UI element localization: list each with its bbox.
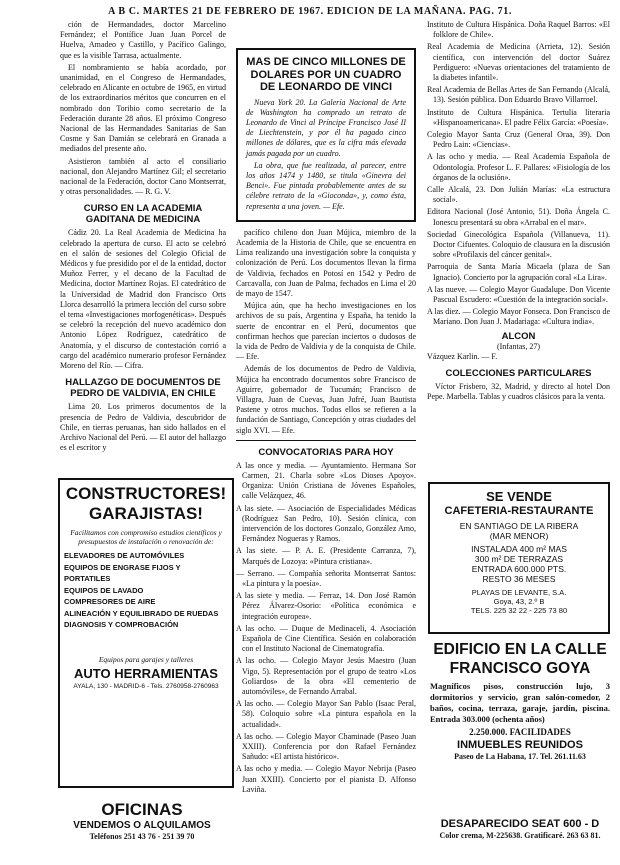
list-item: A las ocho. — Colegio Mayor Jesús Maestro (Juan Vigo, 5). Representación por el grupo de teatro «Los Goliardos» de la obra «El cementerio de automóviles», de Fernando Arrabal.: [236, 656, 416, 697]
ad-small: Equipos para garajes y talleres: [98, 654, 194, 664]
article-paragraph: Víctor Frisbero, 32, Madrid, y directo al hotel Don Pepe. Marbella. Tablas y cuadros clásicos para la venta.: [427, 382, 610, 402]
list-item: EQUIPOS DE LAVADO: [64, 585, 144, 595]
ad-contact: PLAYAS DE LEVANTE, S.A.: [471, 588, 567, 597]
list-item: A las siete y media. — Ferraz, 14. Don José Ramón Pérez Álvarez-Osorio: «Política económica e integración europea».: [236, 591, 416, 621]
article-box-leonardo: [236, 48, 416, 222]
list-item: A las once y media. — Ayuntamiento. Hermana Sor Carmen, 21. Charla sobre «Los Dioses Apoyo». Organiza: Unión Cristiana de Jóvenes Españoles, calle Velázquez, 46.: [236, 460, 416, 501]
list-item: A las siete. — Asociación de Especialidades Médicas (Rodríguez San Pedro, 10). Sesión clínica, con intervención de los doctores Gonzalo, González Amo, Fernández Nogueras y Ramos.: [236, 503, 416, 544]
list-item: Sociedad Ginecológica Española (Villanueva, 11). Doctor Cifuentes. Coloquio de clausura en la discusión sobre «Profilaxis del cáncer genital».: [427, 229, 610, 260]
ad-address: AYALA, 130 - MADRID-6 - Tels. 2760958-2760963: [73, 682, 219, 690]
list-item: DIAGNOSIS Y COMPROBACIÓN: [64, 620, 179, 629]
headline-curso: CURSO EN LA ACADEMIA GADITANA DE MEDICINA: [83, 203, 203, 226]
headline-alcon: ALCON: [501, 330, 536, 342]
list-item: COMPRESORES DE AIRE: [64, 597, 156, 606]
list-item: — Serrano. — Compañía señorita Montserrat Santos: «La pintura y la poesía».: [236, 568, 416, 589]
headline-colecciones: COLECCIONES PARTICULARES: [445, 368, 592, 380]
article-paragraph: Lima 20. Los primeros documentos de la presencia de Pedro de Valdivia, descubridor de Chile, en tierras peruanas, han sido hallados en el Archivo Nacional del Perú. — El autor del hallazgo es el escritor y: [60, 402, 226, 453]
ad-title: OFICINAS: [101, 800, 183, 819]
ad-phone: Teléfonos 251 43 76 - 251 39 70: [89, 832, 195, 841]
list-item: ALINEACIÓN Y EQUILIBRADO DE RUEDAS: [64, 608, 219, 618]
article-paragraph: ción de Hermandades, doctor Marcelino Fernández; el Pontífice Juan Juan Porcel de Huelva, Amadeo y Castillo, y Pacífico Galingo, que es la visible Tarrasa, actualmente.: [60, 20, 226, 60]
ad-title: FRANCISCO GOYA: [449, 660, 591, 677]
list-item: Editora Nacional (José Antonio, 51). Doña Ángela C. Ionescu presentará su obra «Arrabal en el mar».: [427, 207, 610, 227]
ad-line: ENTRADA 600.000 PTS.: [471, 564, 567, 574]
ad-line: RESTO 36 MESES: [482, 574, 556, 584]
ad-address: Paseo de La Habana, 17. Tel. 261.11.63: [454, 752, 586, 761]
ad-constructores: [58, 478, 234, 788]
ad-line: 300 m² DE TERRAZAS: [474, 554, 564, 564]
headline-hallazgo: HALLAZGO DE DOCUMENTOS DE PEDRO DE VALDIVIA, EN CHILE: [65, 377, 221, 400]
ad-location: (MAR MENOR): [489, 531, 549, 541]
article-paragraph: Mújica aún, que ha hecho investigaciones en los archivos de su país, Argentina y España, ha tenido la suerte de encontrar en el Perú, documentos que confirman hechos que parecían inciertos o dudosos de la vida de Pedro de Valdivia y de la conquista de Chile. — Efe.: [236, 301, 416, 362]
article-paragraph: Nueva York 20. La Galería Nacional de Arte de Washington ha comprado un retrato de Leonardo de Vinci al Príncipe Francisco José II de Liechtenstein, y por él ha pagado cinco millones de dólares, que es la cifra más elevada jamás pagada por un cuadro.: [246, 97, 406, 158]
ad-title: EDIFICIO EN LA CALLE: [433, 641, 607, 658]
list-item: A las ocho. — Colegio Mayor Chaminade (Paseo Juan XXIII). Conferencia por don Rafael Fernández Sañudo: «El artista histórico».: [236, 731, 416, 762]
alcon-text: Vázquez Karlin. — F.: [427, 351, 498, 361]
column-right: [427, 20, 610, 405]
ad-text: Magníficos pisos, construcción lujo, 3 dormitorios y servicio, gran salón-comedor, 2 baños, cocina, terraza, garaje, jardín, piscina. Entrada 303.000 (ochenta años): [430, 681, 610, 724]
ad-title: SE VENDE: [486, 489, 552, 504]
list-item: A las siete. — P. A. E. (Presidente Carranza, 7), Marqués de Lozoya: «Pintura cristiana».: [236, 546, 416, 566]
ad-seat: [430, 818, 610, 841]
list-item: Real Academia de Bellas Artes de San Fernando (Alcalá, 13). Sesión pública. Don Eduardo Bravo Villarroel.: [427, 85, 610, 105]
ad-title: CONSTRUCTORES!: [65, 484, 227, 503]
ad-contact: Goya, 43, 2.º B: [493, 597, 545, 606]
list-item: A las ocho. — Duque de Medinaceli, 4. Asociación Española de Cine Científica. Sesión en colaboración con el Instituto Nacional de Cinematografía.: [236, 623, 416, 654]
list-item: A las ocho y media. — Colegio Mayor Nebrija (Paseo Juan XXIII). Concierto por el pianista D. Alfonso Laviña.: [236, 764, 416, 794]
article-paragraph: La obra, que fue realizada, al parecer, entre los años 1474 y 1480, se titula «Ginevra dei Benci». Fue pintada probablemente antes de su célebre retrato de la «Gioconda», y, como ésta, representa a una joven. — Efe.: [246, 160, 406, 211]
alcon-address: (Infantas, 27): [496, 341, 541, 351]
ad-subtitle: Facilitamos con compromiso estudios científicos y presupuestos de instalación o renovación de:: [70, 528, 222, 546]
list-item: ELEVADORES DE AUTOMÓVILES: [64, 551, 185, 560]
ad-company: AUTO HERRAMIENTAS: [74, 665, 218, 681]
list-item: Instituto de Cultura Hispánica. Doña Raquel Barros: «El folklore de Chile».: [427, 20, 610, 40]
list-item: Parroquia de Santa María Micaela (plaza de San Ignacio). Concierto por la agrupación coral «La Lira».: [427, 262, 610, 282]
page-header: A B C. MARTES 21 DE FEBRERO DE 1967. EDICION DE LA MAÑANA. PAG. 71.: [108, 6, 512, 17]
convocatorias-continued: [427, 20, 610, 328]
ad-price: 2.250.000. FACILIDADES: [469, 727, 571, 737]
list-item: EQUIPOS DE ENGRASE FIJOS Y PORTATILES: [64, 562, 181, 583]
ad-location: EN SANTIAGO DE LA RIBERA: [459, 521, 579, 531]
list-item: A las diez. — Colegio Mayor Fonseca. Don Francisco de Mariano. Don Juan J. Madariaga: «Cultura india».: [427, 307, 610, 327]
article-paragraph: Cádiz 20. La Real Academia de Medicina ha celebrado la apertura de curso. El acto se celebró en el salón de sesiones del Colegio Oficial de Médicos y fue presidido por el de la entidad, doctor Muñoz Ferrer, y el decano de la Facultad de Medicina, doctor Martínez Rojas. El catedrático de la Universidad de Madrid don Francisco Orts Llorca desarrolló la primera lección del curso sobre el tema «Investigaciones morfogenéticas». Después se celebró la recepción del nuevo académico don Antonio López Rodríguez, catedrático de Anatomía, y el discurso de contestación corrió a cargo del académico numerario profesor Fernández Moreno del Río. — Cifra.: [60, 228, 226, 371]
ad-text: Color crema, M-225638. Gratificaré. 263 63 81.: [439, 831, 601, 840]
list-item: Calle Alcalá, 23. Don Julián Marías: «La estructura social».: [427, 185, 610, 205]
ad-phone: TELS. 225 32 22 - 225 73 80: [470, 606, 568, 615]
article-paragraph: El nombramiento se había acordado, por unanimidad, en el Congreso de Hermandades, celebrado en Alicante en octubre de 1965, en virtud de los extraordinarios méritos que concurren en el nombrado don Toribio como secretario de la Federación durante 28 años. El próximo Congreso Nacional de las Hermandades Sanitarias de San Cosme y San Damián se celebrará en Granada a mediados del presente año.: [60, 62, 226, 154]
headline-convocatorias: CONVOCATORIAS PARA HOY: [258, 446, 394, 458]
ad-subtitle: VENDEMOS O ALQUILAMOS: [73, 820, 211, 831]
column-left: [60, 20, 226, 455]
list-item: A las ocho y media. — Real Academia Española de Odontología. Profesor L. F. Pallares: «Fisiología de los órganos de la oclusión».: [427, 152, 610, 182]
article-paragraph: Asistieron también al acto el consiliario nacional, don Alejandro Martínez Gil; el secretario nacional de la Federación, doctor Cano Montserrat, y otras personalidades. — R. G. V.: [60, 156, 226, 197]
divider: [236, 440, 416, 441]
headline-leonardo: MAS DE CINCO MILLONES DE DOLARES POR UN CUADRO DE LEONARDO DE VINCI: [246, 56, 406, 93]
list-item: A las nueve. — Colegio Mayor Guadalupe. Don Vicente Pascual Escudero: «Cuestión de la integración social».: [427, 284, 610, 305]
ad-oficinas: [58, 800, 226, 842]
ad-title: DESAPARECIDO SEAT 600 - D: [440, 818, 600, 830]
ad-items: [64, 550, 228, 631]
ad-title: CAFETERIA-RESTAURANTE: [444, 505, 594, 517]
ad-cafeteria: [428, 482, 610, 634]
convocatorias-list: [236, 461, 416, 795]
ad-company: INMUEBLES REUNIDOS: [457, 739, 583, 751]
column-middle: [236, 48, 416, 797]
article-paragraph: pacífico chileno don Juan Mújica, miembro de la Academia de la Historia de Chile, que se encuentra en Lima realizando una investigación sobre la conquista y colonización de Perú. Los documentos llevan la firma de Valdivia, fechados en Potosí en 1542 y Pedro de Carcavalla, con Juan de Palma, fechados en Lima el 20 de mayo de 1547.: [236, 227, 416, 298]
list-item: Colegio Mayor Santa Cruz (General Oraa, 39). Don Pedro Lain: «Ciencias».: [427, 130, 610, 150]
list-item: Real Academia de Medicina (Arrieta, 12). Sesión científica, con intervención del doctor Suárez Perdiguero: «Nuevas orientaciones del tratamiento de la diabetes infantil».: [427, 42, 610, 83]
list-item: Instituto de Cultura Hispánica. Tertulia literaria «Hispanoamericana». El padre Félix García: «Poesía».: [427, 107, 610, 127]
ad-edificio: [430, 640, 610, 761]
ad-line: INSTALADA 400 m² MAS: [471, 544, 567, 554]
list-item: A las ocho. — Colegio Mayor San Pablo (Isaac Peral, 58). Coloquio sobre «La pintura española en la actualidad».: [236, 699, 416, 729]
article-paragraph: Además de los documentos de Pedro de Valdivia, Mújica ha encontrado documentos sobre Francisco de Aguirre, gobernador de Tucumán; Francisco de Villagra, Juan de Cuevas, Juan Jufré, Juan Bautista Pastene y otros muchos. Todos ellos se refieren a la fundación de Santiago, Concepción y otras ciudades del siglo XVI. — Efe.: [236, 364, 416, 435]
ad-title: GARAJISTAS!: [89, 504, 203, 523]
